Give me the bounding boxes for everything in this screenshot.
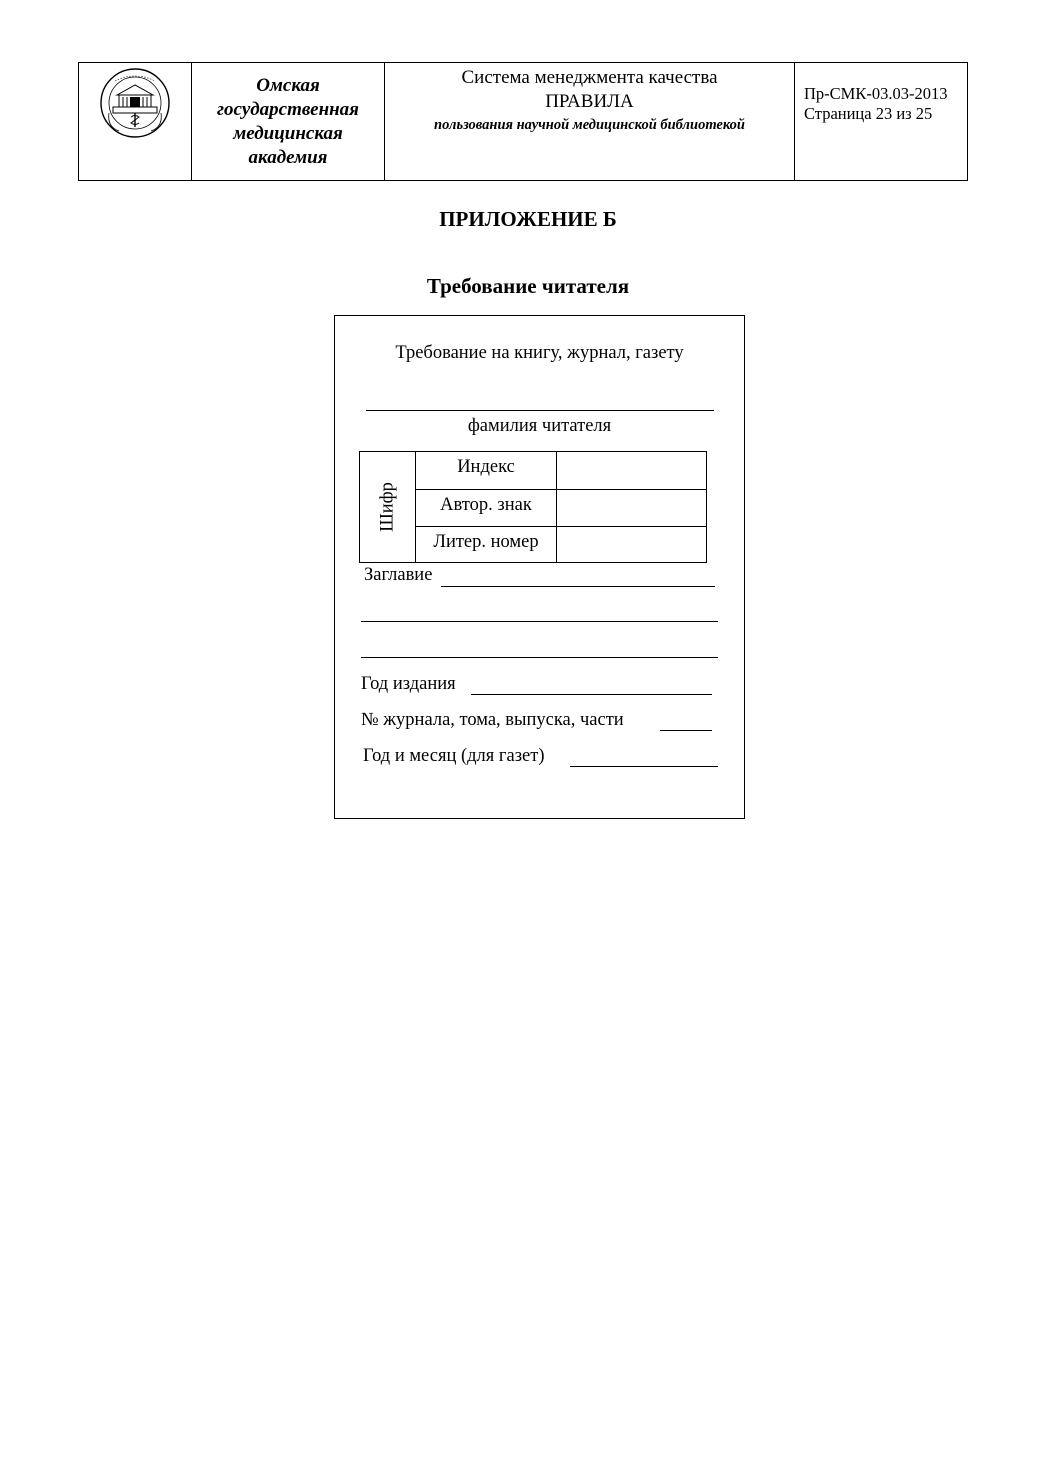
code-row-value[interactable] [557, 527, 706, 563]
page-info: Страница 23 из 25 [804, 104, 933, 123]
title-line-3[interactable] [361, 657, 718, 658]
code-row-liter-number [416, 526, 706, 563]
year-line[interactable] [471, 694, 712, 695]
doc-type: ПРАВИЛА [545, 91, 634, 112]
year-label: Год издания [361, 674, 456, 694]
code-row-label: Индекс [416, 452, 557, 489]
code-row-index [416, 452, 706, 489]
org-line-3: медицинская [233, 122, 343, 144]
code-row-label: Литер. номер [416, 527, 557, 563]
issue-line[interactable] [660, 730, 712, 731]
code-row-value[interactable] [557, 490, 706, 526]
code-row-value[interactable] [557, 452, 706, 489]
doc-code: Пр-СМК-03.03-2013 [804, 84, 948, 103]
code-table [359, 451, 707, 563]
doc-subject: пользования научной медицинской библиотекой [434, 117, 745, 133]
doc-info-cell [795, 63, 967, 180]
month-label: Год и месяц (для газет) [363, 746, 545, 766]
org-line-4: академия [248, 146, 328, 168]
title-line-1[interactable] [441, 586, 715, 587]
organization-name [192, 63, 385, 180]
academy-seal-logo [99, 67, 171, 139]
title-label: Заглавие [364, 565, 433, 585]
org-line-1: Омская [256, 74, 320, 96]
system-title-cell [385, 63, 795, 180]
org-line-2: государственная [217, 98, 359, 120]
system-title: Система менеджмента качества [461, 67, 718, 88]
month-line[interactable] [570, 766, 718, 767]
document-header [78, 62, 968, 181]
logo-cell [79, 63, 192, 180]
form-heading: Требование на книгу, журнал, газету [395, 343, 684, 363]
code-row-author-mark [416, 489, 706, 526]
code-row-label: Автор. знак [416, 490, 557, 526]
code-label: Шифр [377, 482, 397, 532]
reader-name-line [366, 410, 714, 411]
title-line-2[interactable] [361, 621, 718, 622]
form-title: Требование читателя [426, 274, 630, 298]
appendix-title: ПРИЛОЖЕНИЕ Б [439, 207, 617, 231]
reader-request-form [334, 315, 745, 819]
code-side-label [360, 452, 416, 562]
issue-label: № журнала, тома, выпуска, части [361, 710, 624, 730]
reader-name-caption: фамилия читателя [467, 416, 612, 436]
